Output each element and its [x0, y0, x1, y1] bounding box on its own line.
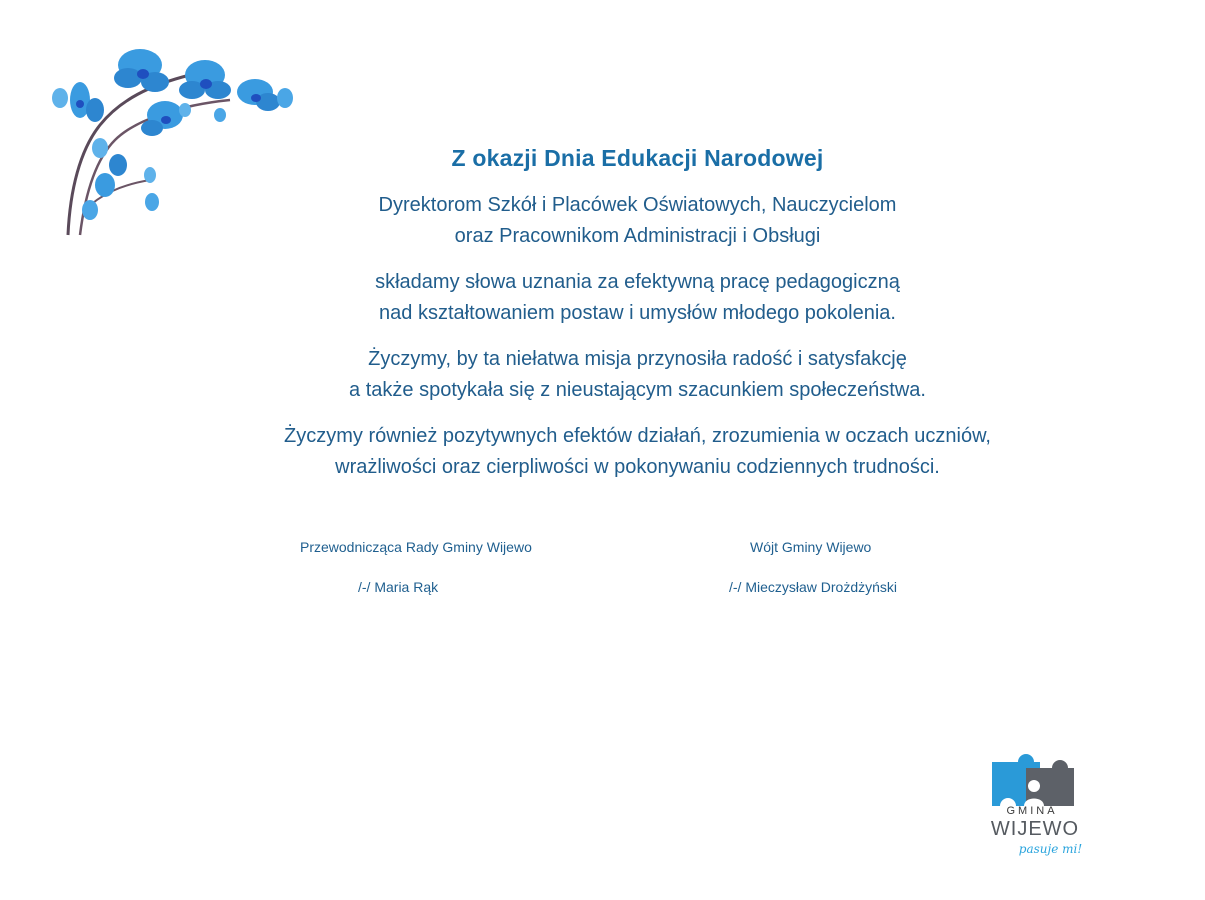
- logo-name-text: WIJEWO: [990, 818, 1080, 840]
- greeting-recognition: [150, 267, 1125, 329]
- text-line: Dyrektorom Szkół i Placówek Oświatowych, Nauczycielom: [378, 194, 897, 216]
- greeting-wishes: [150, 344, 1125, 406]
- text-line: a także spotykała się z nieustającym szacunkiem społeczeństwa.: [349, 379, 926, 401]
- signature-right-role: Wójt Gminy Wijewo: [750, 539, 872, 555]
- greeting-addressees: [150, 190, 1125, 252]
- signature-right-name: /-/ Mieczysław Drożdżyński: [729, 579, 898, 595]
- text-line: wrażliwości oraz cierpliwości w pokonywaniu codziennych trudności.: [335, 456, 940, 478]
- greeting-block: [150, 145, 1125, 498]
- logo-slogan-text: pasuje mi!: [1018, 842, 1083, 856]
- text-line: składamy słowa uznania za efektywną pracę pedagogiczną: [375, 271, 900, 293]
- text-line: Życzymy, by ta niełatwa misja przynosiła radość i satysfakcję: [368, 348, 907, 370]
- signature-left-role: Przewodnicząca Rady Gminy Wijewo: [300, 539, 532, 555]
- greeting-wishes-more: [150, 421, 1125, 483]
- signature-left-name: /-/ Maria Rąk: [358, 579, 439, 595]
- greeting-title: Z okazji Dnia Edukacji Narodowej: [451, 145, 824, 171]
- text-line: nad kształtowaniem postaw i umysłów młodego pokolenia.: [379, 302, 896, 324]
- text-line: Życzymy również pozytywnych efektów działań, zrozumienia w oczach uczniów,: [284, 425, 991, 447]
- text-line: oraz Pracownikom Administracji i Obsługi: [454, 225, 821, 247]
- logo-gmina-text: GMINA: [1006, 805, 1058, 817]
